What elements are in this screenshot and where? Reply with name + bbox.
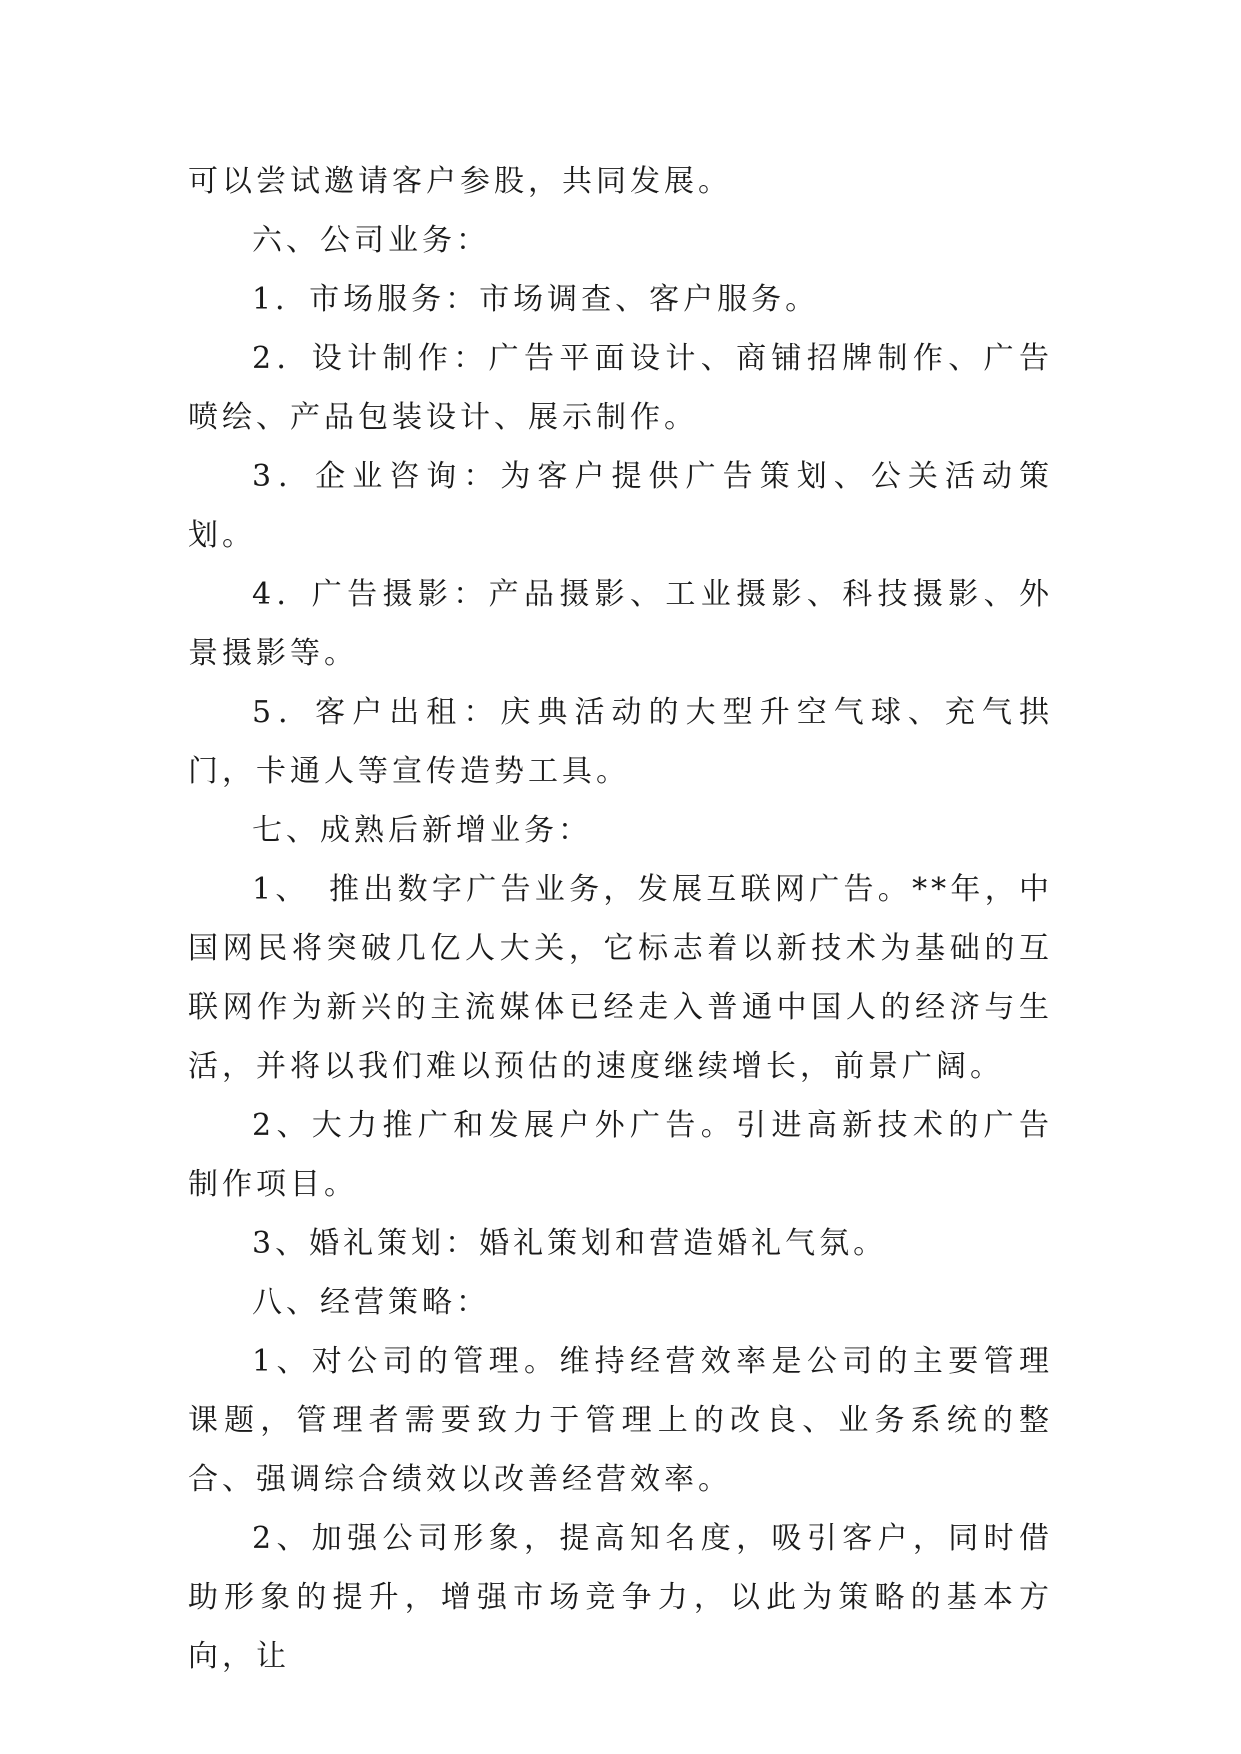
section-heading-company-business: 六、公司业务： — [252, 223, 490, 258]
list-item-wedding-planning: 3、婚礼策划：婚礼策划和营造婚礼气氛。 — [252, 1226, 888, 1261]
paragraph-continuation: 可以尝试邀请客户参股，共同发展。 — [188, 164, 732, 199]
document-page — [188, 0, 1053, 1754]
list-item-market-service: 1．市场服务：市场调查、客户服务。 — [252, 282, 820, 317]
list-item-company-management: 1、对公司的管理。维持经营效率是公司的主要管理课题，管理者需要致力于管理上的改良、业务系统的整合、强调综合绩效以改善经营效率。 — [188, 1344, 1053, 1497]
list-item-outdoor-advertising: 2、大力推广和发展户外广告。引进高新技术的广告制作项目。 — [188, 1108, 1053, 1202]
list-item-company-image: 2、加强公司形象，提高知名度，吸引客户，同时借助形象的提升，增强市场竞争力，以此为策略的基本方向，让 — [188, 1521, 1053, 1674]
list-item-customer-rental: 5．客户出租：庆典活动的大型升空气球、充气拱门，卡通人等宣传造势工具。 — [188, 695, 1053, 789]
section-heading-business-strategy: 八、经营策略： — [252, 1285, 490, 1320]
document-body — [188, 152, 1053, 1686]
list-item-digital-advertising: 1、 推出数字广告业务，发展互联网广告。**年，中国网民将突破几亿人大关，它标志着以新技术为基础的互联网作为新兴的主流媒体已经走入普通中国人的经济与生活，并将以我们难以预估的速度继续增长，前景广阔。 — [188, 872, 1053, 1084]
list-item-enterprise-consulting: 3．企业咨询：为客户提供广告策划、公关活动策划。 — [188, 459, 1053, 553]
section-heading-new-business: 七、成熟后新增业务： — [252, 813, 592, 848]
list-item-design-production: 2．设计制作：广告平面设计、商铺招牌制作、广告喷绘、产品包装设计、展示制作。 — [188, 341, 1053, 435]
list-item-advertising-photography: 4．广告摄影：产品摄影、工业摄影、科技摄影、外景摄影等。 — [188, 577, 1053, 671]
